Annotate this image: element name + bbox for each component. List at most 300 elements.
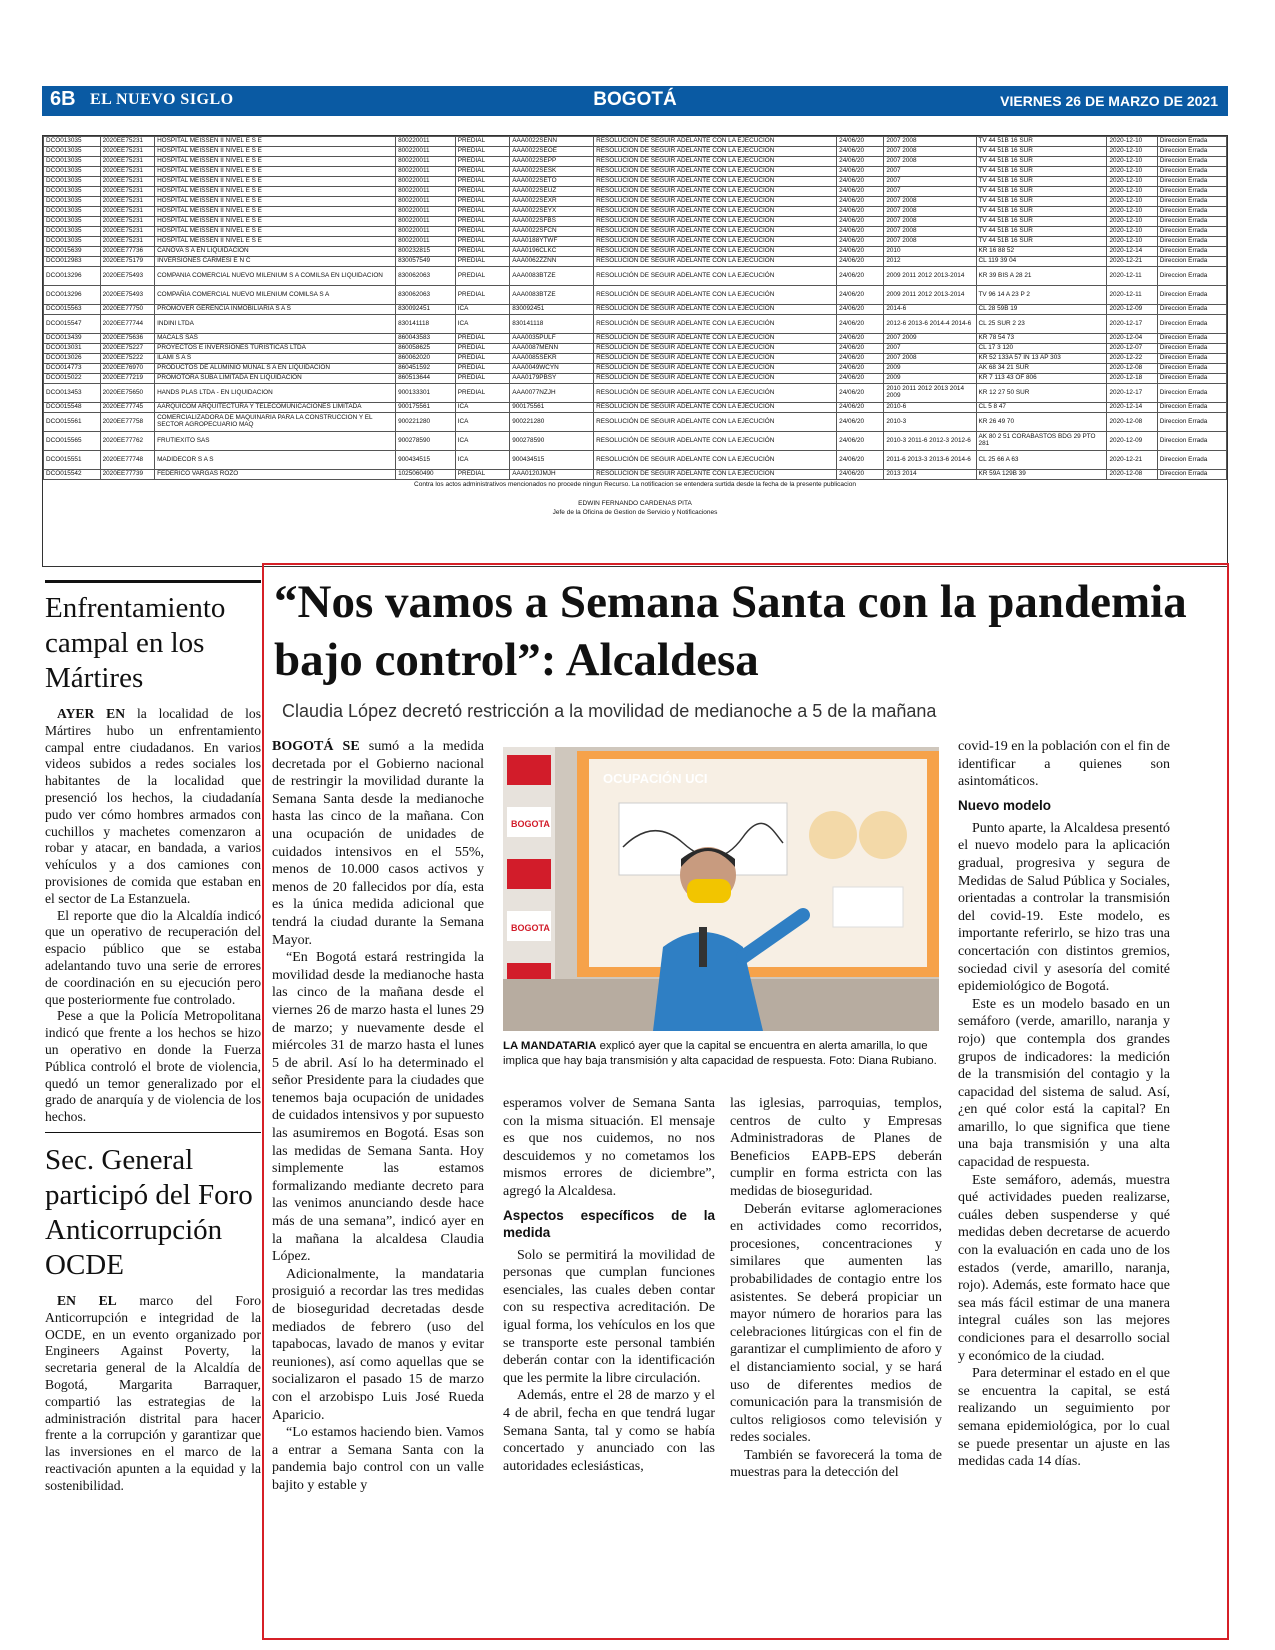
table-row	[44, 470, 1227, 480]
table-cell: ICA	[455, 432, 509, 451]
table-row	[44, 217, 1227, 227]
table-cell: 2020-12-14	[1107, 247, 1157, 257]
table-cell: 2020EE75493	[100, 286, 154, 305]
table-row	[44, 305, 1227, 315]
table-cell: HOSPITAL MEISSEN II NIVEL E S E	[155, 137, 396, 147]
table-cell: KR 12 27 50 SUR	[976, 384, 1107, 403]
table-cell: 24/06/20	[837, 364, 884, 374]
main-article	[262, 563, 1229, 1640]
table-cell: AAA0022SFCN	[510, 227, 594, 237]
table-cell: 24/06/20	[837, 384, 884, 403]
table-cell: 2009	[884, 364, 976, 374]
table-cell: 24/06/20	[837, 207, 884, 217]
table-cell: KR 59A 129B 39	[976, 470, 1107, 480]
table-cell: PROMOTORA SUBA LIMITADA EN LIQUIDACION	[155, 374, 396, 384]
table-cell: 900133301	[396, 384, 456, 403]
table-cell: 2020-12-10	[1107, 147, 1157, 157]
table-cell: 24/06/20	[837, 157, 884, 167]
table-cell: COMPAÑIA COMERCIAL NUEVO MILENIUM COMILSA S A	[155, 286, 396, 305]
table-cell: Direccion Errada	[1157, 177, 1226, 187]
table-row	[44, 315, 1227, 334]
table-cell: TV 44 51B 16 SUR	[976, 217, 1107, 227]
article-column-4	[958, 738, 1170, 1471]
table-cell: 2012-6 2013-6 2014-4 2014-6	[884, 315, 976, 334]
article-paragraph: “En Bogotá estará restringida la movilidad desde la medianoche hasta las cinco de la mañana desde el viernes 26 de marzo hasta el lunes 29 de marzo; y nuevamente desde el miércoles 31 de marzo hasta el lunes 5 de abril. Así lo ha determinado el señor Presidente para la ciudades que tenemos baja ocupación de unidades de cuidados intensivos y por supuesto las asumiremos en Bogotá. Esas son las medidas de Semana Santa. Hoy simplemente las estamos formalizando mediante decreto para las venimos anunciando desde hace más de una semana”, indicó ayer en la mañana la alcaldesa Claudia López.	[272, 950, 484, 1265]
story2-headline: Sec. General participó del Foro Anticorrupción OCDE	[45, 1143, 253, 1281]
table-cell: 2020EE75231	[100, 147, 154, 157]
table-row	[44, 177, 1227, 187]
table-cell: 900175561	[510, 403, 594, 413]
table-cell: RESOLUCIÓN DE SEGUIR ADELANTE CON LA EJECUCIÓN	[594, 247, 837, 257]
table-row	[44, 247, 1227, 257]
table-cell: MACALS SAS	[155, 334, 396, 344]
article-paragraph: Deberán evitarse aglomeraciones en actividades como recorridos, procesiones, concentraciones y similares que aumenten las probabilidades de contagio entre los asistentes. Se deberá propiciar un mayor número de horarios para las celebraciones litúrgicas con el fin de garantizar el cumplimiento de aforo y el distanciamiento social, y se hará uso de diferentes medios de comunicación para la transmisión de cultos religiosos como televisión y redes sociales.	[730, 1201, 942, 1446]
table-cell: 2007 2008	[884, 227, 976, 237]
table-cell: HOSPITAL MEISSEN II NIVEL E S E	[155, 167, 396, 177]
table-cell: RESOLUCIÓN DE SEGUIR ADELANTE CON LA EJECUCIÓN	[594, 364, 837, 374]
table-cell: PREDIAL	[455, 137, 509, 147]
table-cell: 830141118	[510, 315, 594, 334]
table-cell: DCO015022	[44, 374, 101, 384]
table-cell: RESOLUCIÓN DE SEGUIR ADELANTE CON LA EJECUCIÓN	[594, 177, 837, 187]
table-cell: 800220011	[396, 207, 456, 217]
article-headline: “Nos vamos a Semana Santa con la pandemia bajo control”: Alcaldesa	[274, 576, 1187, 686]
table-cell: RESOLUCIÓN DE SEGUIR ADELANTE CON LA EJECUCIÓN	[594, 197, 837, 207]
table-cell: Direccion Errada	[1157, 147, 1226, 157]
caption-lead: LA MANDATARIA	[503, 1040, 597, 1052]
table-cell: Direccion Errada	[1157, 217, 1226, 227]
table-cell: 24/06/20	[837, 147, 884, 157]
table-cell: 24/06/20	[837, 470, 884, 480]
table-cell: Direccion Errada	[1157, 413, 1226, 432]
notice-table	[43, 136, 1227, 480]
table-cell: Direccion Errada	[1157, 451, 1226, 470]
table-cell: 2020-12-09	[1107, 432, 1157, 451]
table-row	[44, 187, 1227, 197]
table-cell: Direccion Errada	[1157, 207, 1226, 217]
table-cell: 24/06/20	[837, 315, 884, 334]
table-cell: RESOLUCIÓN DE SEGUIR ADELANTE CON LA EJECUCIÓN	[594, 315, 837, 334]
table-cell: PREDIAL	[455, 217, 509, 227]
table-cell: DCO013035	[44, 137, 101, 147]
table-cell: 2020EE77748	[100, 451, 154, 470]
table-cell: PREDIAL	[455, 267, 509, 286]
section-title: BOGOTÁ	[593, 89, 677, 110]
table-cell: Direccion Errada	[1157, 227, 1226, 237]
table-cell: 2020-12-08	[1107, 470, 1157, 480]
table-cell: 2020EE77744	[100, 315, 154, 334]
table-row	[44, 257, 1227, 267]
table-cell: AAA0083BTZE	[510, 286, 594, 305]
article-paragraph: las iglesias, parroquias, templos, centros de culto y Empresas Administradoras de Planes de Beneficios EAPB-EPS deberán cumplir en forma estricta con las medidas de bioseguridad.	[730, 1096, 942, 1199]
table-cell: 24/06/20	[837, 451, 884, 470]
table-cell: 24/06/20	[837, 237, 884, 247]
table-cell: 830062063	[396, 286, 456, 305]
table-cell: 2020-12-11	[1107, 267, 1157, 286]
table-cell: 800220011	[396, 217, 456, 227]
table-cell: 2020-12-08	[1107, 413, 1157, 432]
table-cell: 24/06/20	[837, 187, 884, 197]
table-cell: 2020EE77762	[100, 432, 154, 451]
table-cell: 2020EE77736	[100, 247, 154, 257]
table-cell: KR 7 113 43 OF 806	[976, 374, 1107, 384]
table-cell: DCO013026	[44, 354, 101, 364]
table-cell: AAA0179PBSY	[510, 374, 594, 384]
table-cell: Direccion Errada	[1157, 197, 1226, 207]
table-cell: Direccion Errada	[1157, 305, 1226, 315]
table-cell: Direccion Errada	[1157, 267, 1226, 286]
table-cell: 860513644	[396, 374, 456, 384]
table-cell: Direccion Errada	[1157, 315, 1226, 334]
table-cell: AK 80 2 51 CORABASTOS BDG 29 PTO 281	[976, 432, 1107, 451]
table-cell: 24/06/20	[837, 286, 884, 305]
article-paragraph: BOGOTÁ SE sumó a la medida decretada por el Gobierno nacional de restringir la movilidad durante la Semana Santa desde la medianoche hasta las cinco de la mañana. Con una ocupación de unidades de cuidados intensivos en el 55%, menos de 10.000 casos activos y menos de 20 fallecidos por día, esta es la única medida adicional que tendrá la ciudad durante la Semana Mayor.	[272, 739, 484, 948]
table-cell: 800220011	[396, 227, 456, 237]
table-cell: 900278590	[396, 432, 456, 451]
table-cell: 2020EE75231	[100, 177, 154, 187]
table-cell: KR 39 BIS A 28 21	[976, 267, 1107, 286]
table-cell: 2020EE75231	[100, 217, 154, 227]
table-cell: KR 26 49 70	[976, 413, 1107, 432]
table-cell: CL 119 39 04	[976, 257, 1107, 267]
table-cell: AARQUICOM ARQUITECTURA Y TELECOMUNICACIONES LIMITADA	[155, 403, 396, 413]
table-cell: 2020-12-10	[1107, 137, 1157, 147]
table-cell: DCO015542	[44, 470, 101, 480]
table-cell: COMPANIA COMERCIAL NUEVO MILENIUM S A COMILSA EN LIQUIDACION	[155, 267, 396, 286]
table-cell: AAA0188YTWF	[510, 237, 594, 247]
page-header	[42, 86, 1228, 116]
table-row	[44, 286, 1227, 305]
table-row	[44, 344, 1227, 354]
table-cell: Direccion Errada	[1157, 432, 1226, 451]
table-cell: 2007	[884, 187, 976, 197]
table-cell: PREDIAL	[455, 157, 509, 167]
table-cell: 24/06/20	[837, 197, 884, 207]
table-row	[44, 267, 1227, 286]
table-cell: 2010-3	[884, 413, 976, 432]
table-cell: AAA0083BTZE	[510, 267, 594, 286]
table-cell: PREDIAL	[455, 286, 509, 305]
table-cell: AAA0022SEXR	[510, 197, 594, 207]
article-photo	[503, 747, 939, 1031]
table-cell: Direccion Errada	[1157, 157, 1226, 167]
table-cell: 860451592	[396, 364, 456, 374]
table-cell: AAA0022SEOE	[510, 147, 594, 157]
table-cell: DCO015563	[44, 305, 101, 315]
notice-signer-name: EDWIN FERNANDO CARDENAS PITA	[578, 500, 692, 507]
table-cell: 830062063	[396, 267, 456, 286]
table-cell: KR 16 88 52	[976, 247, 1107, 257]
table-cell: ICA	[455, 315, 509, 334]
table-cell: 800220011	[396, 197, 456, 207]
table-cell: 800220011	[396, 137, 456, 147]
table-cell: PREDIAL	[455, 247, 509, 257]
table-row	[44, 364, 1227, 374]
table-cell: DCO015639	[44, 247, 101, 257]
table-cell: 2010 2011 2012 2013 2014 2009	[884, 384, 976, 403]
table-cell: RESOLUCIÓN DE SEGUIR ADELANTE CON LA EJECUCIÓN	[594, 167, 837, 177]
table-cell: AAA0085SEKR	[510, 354, 594, 364]
table-cell: Direccion Errada	[1157, 257, 1226, 267]
table-cell: RESOLUCIÓN DE SEGUIR ADELANTE CON LA EJECUCIÓN	[594, 384, 837, 403]
table-cell: 2020-12-14	[1107, 403, 1157, 413]
table-cell: KR 78 54 73	[976, 334, 1107, 344]
table-cell: 1025060490	[396, 470, 456, 480]
table-cell: 800220011	[396, 147, 456, 157]
table-cell: 860043583	[396, 334, 456, 344]
table-cell: 24/06/20	[837, 267, 884, 286]
table-cell: Direccion Errada	[1157, 167, 1226, 177]
table-cell: HOSPITAL MEISSEN II NIVEL E S E	[155, 197, 396, 207]
table-cell: 830057549	[396, 257, 456, 267]
table-cell: 2007 2008	[884, 237, 976, 247]
table-cell: DCO015561	[44, 413, 101, 432]
table-cell: CANOVA S A EN LIQUIDACION	[155, 247, 396, 257]
table-cell: 2020EE75493	[100, 267, 154, 286]
table-cell: 2020-12-11	[1107, 286, 1157, 305]
table-row	[44, 167, 1227, 177]
table-cell: 800220011	[396, 237, 456, 247]
table-cell: INVERSIONES CARMESI E N C	[155, 257, 396, 267]
article-column-3	[730, 1095, 942, 1482]
article-paragraph: También se favorecerá la toma de muestras para la detección del	[730, 1447, 942, 1481]
table-cell: TV 44 51B 16 SUR	[976, 137, 1107, 147]
table-cell: DCO015551	[44, 451, 101, 470]
notice-footnote: Contra los actos administrativos mencionados no procede ningun Recurso. La notificacion se entendera surtida desde la fecha de la presente publicacion	[414, 481, 856, 488]
table-cell: 2020-12-10	[1107, 197, 1157, 207]
table-cell: AAA0022SEYX	[510, 207, 594, 217]
table-cell: 2011-6 2013-3 2013-6 2014-6	[884, 451, 976, 470]
table-cell: 2020-12-10	[1107, 237, 1157, 247]
table-cell: Direccion Errada	[1157, 137, 1226, 147]
table-row	[44, 237, 1227, 247]
table-cell: 2007 2008	[884, 207, 976, 217]
table-row	[44, 432, 1227, 451]
table-cell: Direccion Errada	[1157, 470, 1226, 480]
table-cell: 2020EE75231	[100, 157, 154, 167]
table-cell: PREDIAL	[455, 207, 509, 217]
table-cell: PREDIAL	[455, 257, 509, 267]
table-cell: DCO013031	[44, 344, 101, 354]
article-paragraph: “Lo estamos haciendo bien. Vamos a entrar a Semana Santa con la pandemia bajo control con un valle bajito y estable y	[272, 1425, 484, 1493]
table-cell: Direccion Errada	[1157, 237, 1226, 247]
table-cell: AAA0077NZJH	[510, 384, 594, 403]
table-cell: RESOLUCIÓN DE SEGUIR ADELANTE CON LA EJECUCIÓN	[594, 267, 837, 286]
table-cell: TV 44 51B 16 SUR	[976, 187, 1107, 197]
table-cell: RESOLUCIÓN DE SEGUIR ADELANTE CON LA EJECUCIÓN	[594, 432, 837, 451]
photo-caption: LA MANDATARIA explicó ayer que la capital se encuentra en alerta amarilla, lo que implica que hay baja transmisión y alta capacidad de respuesta. Foto: Diana Rubiano.	[503, 1040, 937, 1067]
notice-signer-title: Jefe de la Oficina de Gestion de Servicio y Notificaciones	[552, 509, 718, 516]
table-cell: RESOLUCIÓN DE SEGUIR ADELANTE CON LA EJECUCIÓN	[594, 217, 837, 227]
table-cell: 2007 2009	[884, 334, 976, 344]
table-cell: 2020-12-10	[1107, 157, 1157, 167]
table-cell: CL 28 59B 19	[976, 305, 1107, 315]
table-cell: PREDIAL	[455, 334, 509, 344]
table-row	[44, 354, 1227, 364]
table-cell: 2007 2008	[884, 147, 976, 157]
table-row	[44, 147, 1227, 157]
table-cell: 900221280	[510, 413, 594, 432]
table-cell: ILAMI S A S	[155, 354, 396, 364]
table-cell: HOSPITAL MEISSEN II NIVEL E S E	[155, 157, 396, 167]
table-cell: RESOLUCIÓN DE SEGUIR ADELANTE CON LA EJECUCIÓN	[594, 374, 837, 384]
table-cell: 2020-12-10	[1107, 177, 1157, 187]
table-cell: DCO013296	[44, 286, 101, 305]
table-cell: 24/06/20	[837, 403, 884, 413]
table-cell: 2020EE75231	[100, 207, 154, 217]
table-cell: 2020EE75179	[100, 257, 154, 267]
table-cell: 2020-12-10	[1107, 167, 1157, 177]
table-cell: Direccion Errada	[1157, 384, 1226, 403]
story2-paragraph: EN EL marco del Foro Anticorrupción e integridad de la OCDE, en un evento organizado por Engineers Against Poverty, la secretaria general de la Alcaldía de Bogotá, Margarita Barraquer, compartió las estrategias de la administración distrital para hacer frente a la corrupción y garantizar que las inversiones en el marco de la reactivación apunten a la equidad y la sostenibilidad.	[45, 1292, 261, 1493]
table-cell: 900434515	[510, 451, 594, 470]
table-cell: TV 44 51B 16 SUR	[976, 157, 1107, 167]
table-cell: Direccion Errada	[1157, 354, 1226, 364]
table-cell: Direccion Errada	[1157, 374, 1226, 384]
table-cell: ICA	[455, 413, 509, 432]
table-cell: 800220011	[396, 187, 456, 197]
article-paragraph: Para determinar el estado en el que se encuentra la capital, se está realizando un seguimiento por semana epidemiológica, por lo cual se puede presentar un ajuste en las medidas cada 14 días.	[958, 1366, 1170, 1470]
table-cell: 24/06/20	[837, 167, 884, 177]
table-cell: DCO015547	[44, 315, 101, 334]
table-cell: 2020-12-21	[1107, 257, 1157, 267]
table-cell: AAA0120JMJH	[510, 470, 594, 480]
svg-text:BOGOTA: BOGOTA	[511, 923, 550, 933]
table-cell: 2014-6	[884, 305, 976, 315]
table-cell: RESOLUCIÓN DE SEGUIR ADELANTE CON LA EJECUCIÓN	[594, 305, 837, 315]
table-cell: 860062020	[396, 354, 456, 364]
table-cell: FRUTIEXITO SAS	[155, 432, 396, 451]
table-cell: AAA0049WCYN	[510, 364, 594, 374]
table-cell: 24/06/20	[837, 354, 884, 364]
table-cell: Direccion Errada	[1157, 187, 1226, 197]
table-cell: DCO013035	[44, 237, 101, 247]
table-cell: RESOLUCIÓN DE SEGUIR ADELANTE CON LA EJECUCIÓN	[594, 147, 837, 157]
table-cell: 2020EE75227	[100, 344, 154, 354]
issue-date: VIERNES 26 DE MARZO DE 2021	[1000, 93, 1218, 109]
table-cell: RESOLUCIÓN DE SEGUIR ADELANTE CON LA EJECUCIÓN	[594, 137, 837, 147]
story1-headline: Enfrentamiento campal en los Mártires	[45, 592, 226, 694]
table-cell: CL 25 SUR 2 23	[976, 315, 1107, 334]
table-cell: PREDIAL	[455, 187, 509, 197]
table-cell: HOSPITAL MEISSEN II NIVEL E S E	[155, 227, 396, 237]
table-cell: AK 68 34 21 SUR	[976, 364, 1107, 374]
table-cell: PREDIAL	[455, 227, 509, 237]
table-cell: 2020-12-07	[1107, 344, 1157, 354]
table-cell: 2020-12-10	[1107, 227, 1157, 237]
table-cell: PREDIAL	[455, 237, 509, 247]
table-cell: TV 96 14 A 23 P 2	[976, 286, 1107, 305]
photo-illustration	[503, 747, 939, 1031]
table-cell: DCO013035	[44, 187, 101, 197]
table-cell: 2009 2011 2012 2013-2014	[884, 267, 976, 286]
article-paragraph: Adicionalmente, la mandataria prosiguió a recordar las tres medidas de bioseguridad decretadas desde mediados de febrero (uso del tapabocas, lavado de manos y evitar reuniones), así como aquellas que se socializaron el pasado 15 de marzo con el arzobispo Luis José Rueda Aparicio.	[272, 1266, 484, 1423]
table-cell: ICA	[455, 403, 509, 413]
table-cell: 2020EE75231	[100, 137, 154, 147]
table-cell: Direccion Errada	[1157, 403, 1226, 413]
svg-text:OCUPACIÓN UCI: OCUPACIÓN UCI	[603, 771, 708, 786]
table-cell: ICA	[455, 305, 509, 315]
table-cell: HOSPITAL MEISSEN II NIVEL E S E	[155, 217, 396, 227]
table-cell: 2020EE75636	[100, 334, 154, 344]
table-cell: RESOLUCIÓN DE SEGUIR ADELANTE CON LA EJECUCIÓN	[594, 344, 837, 354]
table-cell: 2020EE75231	[100, 227, 154, 237]
table-cell: DCO013035	[44, 227, 101, 237]
article-column-2	[503, 1095, 715, 1475]
table-cell: 2020-12-10	[1107, 187, 1157, 197]
table-row	[44, 157, 1227, 167]
article-deck: Claudia López decretó restricción a la movilidad de medianoche a 5 de la mañana	[282, 701, 937, 721]
table-cell: AAA0022SESK	[510, 167, 594, 177]
legal-notice	[42, 135, 1228, 567]
table-cell: 24/06/20	[837, 217, 884, 227]
table-cell: 900434515	[396, 451, 456, 470]
table-cell: AAA0022SENN	[510, 137, 594, 147]
table-cell: 2020-12-04	[1107, 334, 1157, 344]
table-cell: 900221280	[396, 413, 456, 432]
table-cell: AAA0087MENN	[510, 344, 594, 354]
table-cell: TV 44 51B 16 SUR	[976, 177, 1107, 187]
table-cell: 2020-12-18	[1107, 374, 1157, 384]
table-cell: RESOLUCIÓN DE SEGUIR ADELANTE CON LA EJECUCIÓN	[594, 334, 837, 344]
table-cell: 800232815	[396, 247, 456, 257]
table-cell: 2020-12-10	[1107, 207, 1157, 217]
table-cell: FEDERICO VARGAS ROZO	[155, 470, 396, 480]
table-cell: 2020EE77739	[100, 470, 154, 480]
table-row	[44, 137, 1227, 147]
table-cell: DCO013453	[44, 384, 101, 403]
article-paragraph: Solo se permitirá la movilidad de personas que cumplan funciones esenciales, las cuales deben contar con su respectiva acreditación. De igual forma, los vehículos en los que se transporte este personal también deberán contar con la identificación que les permite la libre circulación.	[503, 1247, 715, 1386]
table-cell: 2020EE75650	[100, 384, 154, 403]
table-cell: 2020-12-21	[1107, 451, 1157, 470]
table-cell: 2010-6	[884, 403, 976, 413]
table-cell: 24/06/20	[837, 227, 884, 237]
table-row	[44, 413, 1227, 432]
table-cell: RESOLUCIÓN DE SEGUIR ADELANTE CON LA EJECUCIÓN	[594, 257, 837, 267]
table-cell: PROYECTOS E INVERSIONES TURISTICAS LTDA	[155, 344, 396, 354]
table-cell: PROMOVER GERENCIA INMOBILIARIA S A S	[155, 305, 396, 315]
table-cell: COMERCIALIZADORA DE MAQUINARIA PARA LA CONSTRUCCION Y EL SECTOR AGROPECUARIO MAQ	[155, 413, 396, 432]
table-cell: DCO013035	[44, 207, 101, 217]
story1-paragraph: El reporte que dio la Alcaldía indicó que un operativo de recuperación del espacio público que se estaba adelantando tuvo una serie de errores de coordinación en su ejecución pero que posteriormente fue controlado.	[45, 907, 261, 1007]
table-cell: HANDS PLAS LTDA - EN LIQUIDACION	[155, 384, 396, 403]
table-cell: MADIDECOR S A S	[155, 451, 396, 470]
table-cell: DCO013439	[44, 334, 101, 344]
table-cell: Direccion Errada	[1157, 344, 1226, 354]
table-cell: DCO012983	[44, 257, 101, 267]
table-cell: CL 5 8 47	[976, 403, 1107, 413]
table-cell: 24/06/20	[837, 257, 884, 267]
table-cell: AAA0035PULF	[510, 334, 594, 344]
article-subheading: Nuevo modelo	[958, 797, 1052, 813]
table-cell: HOSPITAL MEISSEN II NIVEL E S E	[155, 177, 396, 187]
article-paragraph: Además, entre el 28 de marzo y el 4 de abril, fecha en que tendrá lugar Semana Santa, tal y como se había concertado y anunciado con las autoridades eclesiásticas,	[503, 1388, 715, 1474]
left-column	[45, 580, 261, 1640]
table-cell: HOSPITAL MEISSEN II NIVEL E S E	[155, 207, 396, 217]
table-cell: 2020-12-08	[1107, 364, 1157, 374]
table-cell: RESOLUCIÓN DE SEGUIR ADELANTE CON LA EJECUCIÓN	[594, 470, 837, 480]
article-paragraph: covid-19 en la población con el fin de identificar a quienes son asintomáticos.	[958, 739, 1170, 790]
table-cell: 24/06/20	[837, 413, 884, 432]
table-cell: 2020EE75222	[100, 354, 154, 364]
table-cell: 2020EE77219	[100, 374, 154, 384]
table-cell: 2020-12-17	[1107, 315, 1157, 334]
table-cell: AAA0062ZZNN	[510, 257, 594, 267]
table-cell: RESOLUCIÓN DE SEGUIR ADELANTE CON LA EJECUCIÓN	[594, 207, 837, 217]
article-column-1	[272, 738, 484, 1495]
table-cell: PREDIAL	[455, 470, 509, 480]
table-row	[44, 403, 1227, 413]
